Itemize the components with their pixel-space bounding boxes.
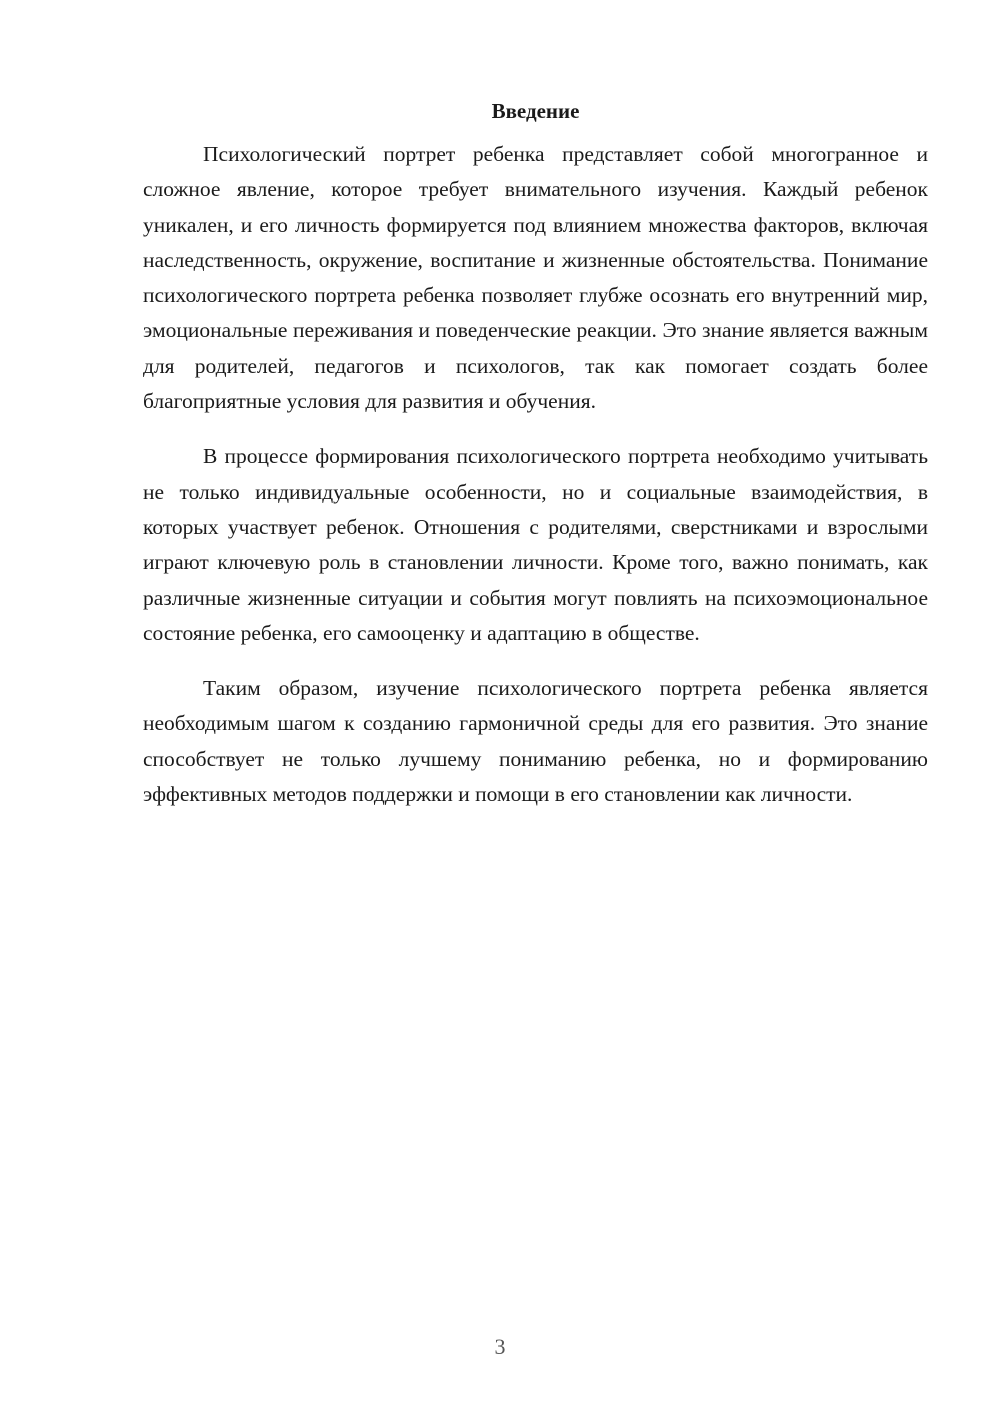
paragraph-2: В процессе формирования психологического портрета необходимо учитывать не только индивидуальные особенности, но и социальные взаимодействия, в которых участвует ребенок. Отношения с родителями, сверстниками и взрослыми играют ключевую роль в становлении личности. Кроме того, важно понимать, как различные жизненные ситуации и события могут повлиять на психоэмоциональное состояние ребенка, его самооценку и адаптацию в обществе.: [143, 444, 928, 645]
page-number: 3: [494, 1334, 506, 1359]
section-heading: Введение: [491, 99, 580, 123]
paragraph-3: Таким образом, изучение психологического портрета ребенка является необходимым шагом к созданию гармоничной среды для его развития. Это знание способствует не только лучшему пониманию ребенка, но и формированию эффективных методов поддержки и помощи в его становлении как личности.: [143, 676, 928, 807]
page-content: [143, 95, 928, 832]
paragraph-1: Психологический портрет ребенка представляет собой многогранное и сложное явление, которое требует внимательного изучения. Каждый ребенок уникален, и его личность формируется под влиянием множества факторов, включая наследственность, окружение, воспитание и жизненные обстоятельства. Понимание психологического портрета ребенка позволяет глубже осознать его внутренний мир, эмоциональные переживания и поведенческие реакции. Это знание является важным для родителей, педагогов и психологов, так как помогает создать более благоприятные условия для развития и обучения.: [143, 142, 928, 414]
